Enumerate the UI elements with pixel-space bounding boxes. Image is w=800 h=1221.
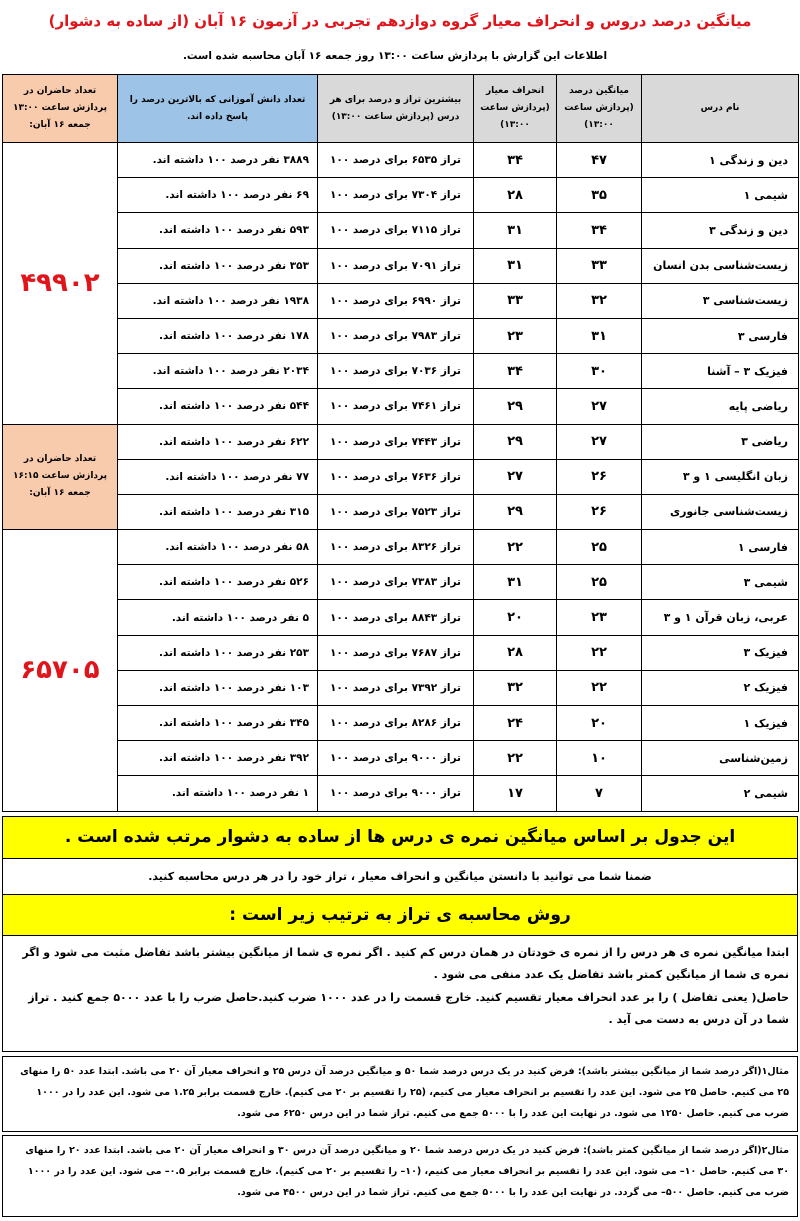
std-deviation: ۲۴ — [474, 706, 557, 741]
table-row — [3, 213, 799, 248]
max-score: تراز ۸۲۸۶ برای درصد ۱۰۰ — [318, 706, 474, 741]
table-row — [3, 459, 799, 494]
course-name: شیمی ۳ — [642, 565, 799, 600]
average-percent: ۱۰ — [557, 741, 642, 776]
course-name: ریاضی ۳ — [642, 424, 799, 459]
max-score: تراز ۷۴۴۳ برای درصد ۱۰۰ — [318, 424, 474, 459]
max-score: تراز ۸۳۲۶ برای درصد ۱۰۰ — [318, 530, 474, 565]
example-2: مثال۲(اگر درصد شما از میانگین کمتر باشد): فرض کنید در یک درس درصد شما ۲۰ و میانگین درصد آن درس ۳۰ و انحراف معیار آن ۲۰ می باشد. ابتدا عدد ۲۰ را منهای ۳۰ می کنیم. حاصل ۱۰– می شود. این عدد را تقسیم بر انحراف معیار می کنیم، (۱۰– را تقسیم بر ۲۰ می کنیم). خارج قسمت برابر ۰.۵– می شود. این عدد را در ۱۰۰۰ ضرب می کنیم. حاصل ۵۰۰– می گردد. در نهایت این عدد را با ۵۰۰۰ جمع می کنیم. تراز شما در این درس ۴۵۰۰ می شود. — [2, 1135, 798, 1217]
table-row — [3, 318, 799, 353]
std-deviation: ۲۷ — [474, 459, 557, 494]
course-name: ریاضی پایه — [642, 389, 799, 424]
average-percent: ۲۷ — [557, 424, 642, 459]
method-banner: روش محاسبه ی تراز به ترتیب زیر است : — [2, 894, 798, 936]
report-subtitle: اطلاعات این گزارش با پردازش ساعت ۱۳:۰۰ روز جمعه ۱۶ آبان محاسبه شده است. — [182, 50, 608, 62]
table-header-row — [3, 75, 799, 143]
table-row — [3, 565, 799, 600]
average-percent: ۴۷ — [557, 143, 642, 178]
top-count: ۷۷ نفر درصد ۱۰۰ داشته اند. — [118, 459, 318, 494]
top-count: ۵۸ نفر درصد ۱۰۰ داشته اند. — [118, 530, 318, 565]
top-count: ۶۹ نفر درصد ۱۰۰ داشته اند. — [118, 178, 318, 213]
std-deviation: ۲۲ — [474, 741, 557, 776]
average-percent: ۳۲ — [557, 283, 642, 318]
max-score: تراز ۶۵۳۵ برای درصد ۱۰۰ — [318, 143, 474, 178]
table-row — [3, 354, 799, 389]
results-table — [2, 74, 799, 812]
course-name: زیست‌شناسی جانوری — [642, 494, 799, 529]
average-percent: ۳۱ — [557, 318, 642, 353]
max-score: تراز ۷۱۱۵ برای درصد ۱۰۰ — [318, 213, 474, 248]
top-count: ۱۹۳۸ نفر درصد ۱۰۰ داشته اند. — [118, 283, 318, 318]
course-name: دین و زندگی ۳ — [642, 213, 799, 248]
max-score: تراز ۷۶۸۷ برای درصد ۱۰۰ — [318, 635, 474, 670]
method-step-1: ابتدا میانگین نمره ی هر درس را از نمره ی خودتان در همان درس کم کنید . اگر نمره ی شما از میانگین بیشتر باشد تفاضل مثبت می شود و اگر نمره ی شما از میانگین کمتر باشد تفاضل یک عدد منفی می شود . — [22, 946, 789, 981]
method-step-2: حاصل( یعنی تفاضل ) را بر عدد انحراف معیار تقسیم کنید. خارج قسمت را در عدد ۱۰۰۰ ضرب کنید.حاصل ضرب را با عدد ۵۰۰۰ جمع کنید . تراز شما در آن درس به دست می آید . — [28, 991, 789, 1026]
average-percent: ۳۰ — [557, 354, 642, 389]
average-percent: ۲۳ — [557, 600, 642, 635]
table-row — [3, 248, 799, 283]
table-row — [3, 670, 799, 705]
course-name: زمین‌شناسی — [642, 741, 799, 776]
table-row — [3, 530, 799, 565]
course-name: عربی، زبان قرآن ۱ و ۳ — [642, 600, 799, 635]
course-name: دین و زندگی ۱ — [642, 143, 799, 178]
attendance-label-2: تعداد حاضران در پردازش ساعت ۱۶:۱۵ جمعه ۱۶ آبان: — [3, 424, 118, 530]
average-percent: ۲۵ — [557, 565, 642, 600]
table-row — [3, 706, 799, 741]
std-deviation: ۲۰ — [474, 600, 557, 635]
table-row — [3, 389, 799, 424]
table-row — [3, 635, 799, 670]
course-name: فیزیک ۳ – آشنا — [642, 354, 799, 389]
std-deviation: ۳۴ — [474, 354, 557, 389]
top-count: ۳۴۵ نفر درصد ۱۰۰ داشته اند. — [118, 706, 318, 741]
sort-note-banner: این جدول بر اساس میانگین نمره ی درس ها از ساده به دشوار مرتب شده است . — [2, 816, 798, 859]
course-name: شیمی ۱ — [642, 178, 799, 213]
page-title: میانگین درصد دروس و انحراف معیار گروه دوازدهم تجربی در آزمون ۱۶ آبان (از ساده به دشوار) — [48, 12, 752, 30]
attendance-count-2: ۶۵۷۰۵ — [3, 530, 118, 812]
std-deviation: ۲۸ — [474, 635, 557, 670]
header-max-score: بیشترین تراز و درصد برای هر درس (پردازش ساعت ۱۳:۰۰) — [318, 75, 474, 143]
example-1: مثال۱(اگر درصد شما از میانگین بیشتر باشد): فرض کنید در یک درس درصد شما ۵۰ و میانگین درصد آن درس ۲۵ و انحراف معیار آن ۲۰ می باشد. ابتدا عدد ۵۰ را منهای ۲۵ می کنیم. حاصل ۲۵ می شود. این عدد را تقسیم بر انحراف معیار می کنیم، (۲۵ را تقسیم بر ۲۰ می کنیم). خارج قسمت برابر ۱.۲۵ می شود. این عدد را در ۱۰۰۰ ضرب می کنیم. حاصل ۱۲۵۰ می شود. در نهایت این عدد را با ۵۰۰۰ جمع می کنیم. تراز شما در این درس ۶۲۵۰ می شود. — [2, 1056, 798, 1132]
top-count: ۱ نفر درصد ۱۰۰ داشته اند. — [118, 776, 318, 811]
course-name: فارسی ۱ — [642, 530, 799, 565]
method-description — [2, 936, 798, 1052]
std-deviation: ۲۳ — [474, 318, 557, 353]
course-name: زیست‌شناسی ۳ — [642, 283, 799, 318]
average-percent: ۷ — [557, 776, 642, 811]
max-score: تراز ۷۹۸۳ برای درصد ۱۰۰ — [318, 318, 474, 353]
average-percent: ۲۰ — [557, 706, 642, 741]
info-note: ضمنا شما می توانید با دانستن میانگین و انحراف معیار ، تراز خود را در هر درس محاسبه کنید. — [2, 859, 798, 894]
top-count: ۱۷۸ نفر درصد ۱۰۰ داشته اند. — [118, 318, 318, 353]
course-name: زبان انگلیسی ۱ و ۳ — [642, 459, 799, 494]
max-score: تراز ۷۳۰۴ برای درصد ۱۰۰ — [318, 178, 474, 213]
top-count: ۶۲۲ نفر درصد ۱۰۰ داشته اند. — [118, 424, 318, 459]
std-deviation: ۱۷ — [474, 776, 557, 811]
header-std-deviation: انحراف معیار (پردازش ساعت ۱۳:۰۰) — [474, 75, 557, 143]
top-count: ۳۱۵ نفر درصد ۱۰۰ داشته اند. — [118, 494, 318, 529]
max-score: تراز ۶۹۹۰ برای درصد ۱۰۰ — [318, 283, 474, 318]
max-score: تراز ۹۰۰۰ برای درصد ۱۰۰ — [318, 741, 474, 776]
max-score: تراز ۷۴۶۱ برای درصد ۱۰۰ — [318, 389, 474, 424]
average-percent: ۳۵ — [557, 178, 642, 213]
table-row — [3, 494, 799, 529]
course-name: فیزیک ۱ — [642, 706, 799, 741]
table-row — [3, 424, 799, 459]
std-deviation: ۲۸ — [474, 178, 557, 213]
course-name: فارسی ۳ — [642, 318, 799, 353]
std-deviation: ۲۹ — [474, 494, 557, 529]
top-count: ۲۵۳ نفر درصد ۱۰۰ داشته اند. — [118, 635, 318, 670]
header-attendance: تعداد حاضران در پردازش ساعت ۱۳:۰۰ جمعه ۱۶ آبان: — [3, 75, 118, 143]
std-deviation: ۳۱ — [474, 213, 557, 248]
std-deviation: ۳۱ — [474, 565, 557, 600]
attendance-count-1: ۴۹۹۰۲ — [3, 143, 118, 425]
table-row — [3, 741, 799, 776]
top-count: ۵۲۶ نفر درصد ۱۰۰ داشته اند. — [118, 565, 318, 600]
std-deviation: ۲۹ — [474, 424, 557, 459]
average-percent: ۲۲ — [557, 670, 642, 705]
std-deviation: ۳۱ — [474, 248, 557, 283]
table-row — [3, 178, 799, 213]
max-score: تراز ۷۶۳۶ برای درصد ۱۰۰ — [318, 459, 474, 494]
course-name: فیزیک ۲ — [642, 670, 799, 705]
table-row — [3, 600, 799, 635]
table-row — [3, 143, 799, 178]
average-percent: ۲۶ — [557, 459, 642, 494]
average-percent: ۲۵ — [557, 530, 642, 565]
table-row — [3, 283, 799, 318]
std-deviation: ۲۲ — [474, 530, 557, 565]
max-score: تراز ۷۳۹۲ برای درصد ۱۰۰ — [318, 670, 474, 705]
average-percent: ۳۴ — [557, 213, 642, 248]
average-percent: ۲۶ — [557, 494, 642, 529]
std-deviation: ۳۳ — [474, 283, 557, 318]
top-count: ۵۹۳ نفر درصد ۱۰۰ داشته اند. — [118, 213, 318, 248]
std-deviation: ۲۹ — [474, 389, 557, 424]
average-percent: ۳۳ — [557, 248, 642, 283]
max-score: تراز ۷۰۹۱ برای درصد ۱۰۰ — [318, 248, 474, 283]
header-course-name: نام درس — [642, 75, 799, 143]
top-count: ۵ نفر درصد ۱۰۰ داشته اند. — [118, 600, 318, 635]
top-count: ۵۴۴ نفر درصد ۱۰۰ داشته اند. — [118, 389, 318, 424]
std-deviation: ۳۲ — [474, 670, 557, 705]
top-count: ۳۸۸۹ نفر درصد ۱۰۰ داشته اند. — [118, 143, 318, 178]
max-score: تراز ۷۳۸۳ برای درصد ۱۰۰ — [318, 565, 474, 600]
top-count: ۳۹۲ نفر درصد ۱۰۰ داشته اند. — [118, 741, 318, 776]
course-name: شیمی ۲ — [642, 776, 799, 811]
course-name: زیست‌شناسی بدن انسان — [642, 248, 799, 283]
top-count: ۳۵۳ نفر درصد ۱۰۰ داشته اند. — [118, 248, 318, 283]
header-top-count: تعداد دانش آموزانی که بالاترین درصد را پاسخ داده اند. — [118, 75, 318, 143]
average-percent: ۲۲ — [557, 635, 642, 670]
max-score: تراز ۷۰۳۶ برای درصد ۱۰۰ — [318, 354, 474, 389]
table-row — [3, 776, 799, 811]
top-count: ۲۰۳۴ نفر درصد ۱۰۰ داشته اند. — [118, 354, 318, 389]
top-count: ۱۰۳ نفر درصد ۱۰۰ داشته اند. — [118, 670, 318, 705]
max-score: تراز ۷۵۲۳ برای درصد ۱۰۰ — [318, 494, 474, 529]
max-score: تراز ۸۸۴۳ برای درصد ۱۰۰ — [318, 600, 474, 635]
header-average: میانگین درصد (پردازش ساعت ۱۳:۰۰) — [557, 75, 642, 143]
max-score: تراز ۹۰۰۰ برای درصد ۱۰۰ — [318, 776, 474, 811]
course-name: فیزیک ۳ — [642, 635, 799, 670]
std-deviation: ۳۴ — [474, 143, 557, 178]
average-percent: ۲۷ — [557, 389, 642, 424]
